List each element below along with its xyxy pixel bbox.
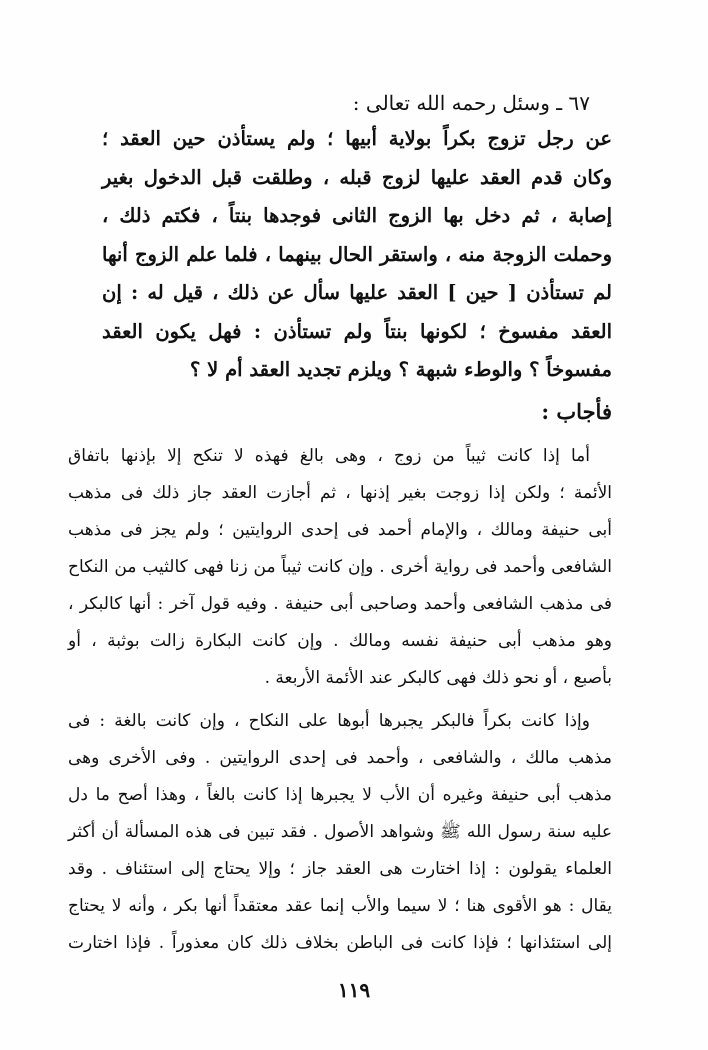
question-line: العقد مفسوخ ؛ لكونها بنتاً ولم تستأذن : فهل يكون العقد bbox=[102, 319, 612, 343]
question-text bbox=[102, 120, 612, 390]
question-line: إصابة ، ثم دخل بها الزوج الثانى فوجدها بنتاً ، فكتم ذلك ، bbox=[102, 204, 612, 227]
answer-line: إلى استئذانها ؛ فإذا كانت فى الباطن بخلاف ذلك كان معذوراً . فإذا اختارت bbox=[68, 933, 612, 953]
answer-line: مذهب مالك ، والشافعى ، وأحمد فى إحدى الروايتين . وفى الأخرى وهى bbox=[68, 748, 612, 768]
answer-line: أبى حنيفة ومالك ، والإمام أحمد فى إحدى الروايتين ؛ ولم يجز فى مذهب bbox=[68, 520, 612, 540]
answer-line: عليه سنة رسول الله ﷺ وشواهد الأصول . فقد تبين فى هذه المسألة أن أكثر bbox=[68, 822, 612, 842]
question-line: مفسوخاً ؟ والوطء شبهة ؟ ويلزم تجديد العقد أم لا ؟ bbox=[190, 358, 612, 381]
answer-line: فى مذهب الشافعى وأحمد وصاحبى أبى حنيفة . وفيه قول آخر : أنها كالبكر ، bbox=[68, 594, 612, 614]
question-line: وكان قدم العقد عليها لزوج قبله ، وطلقت قبل الدخول بغير bbox=[102, 165, 612, 189]
question-line: عن رجل تزوج بكراً بولاية أبيها ؛ ولم يستأذن حين العقد ؛ bbox=[102, 127, 612, 150]
question-line: لم تستأذن [ حين ] العقد عليها سأل عن ذلك ، قيل له : إن bbox=[102, 281, 612, 304]
answer-text bbox=[68, 438, 612, 962]
answer-line: الأئمة ؛ ولكن إذا زوجت بغير إذنها ، ثم أجازت العقد جاز ذلك فى مذهب bbox=[68, 483, 612, 503]
page-number: ١١٩ bbox=[337, 978, 371, 1002]
answer-line: بأصبع ، أو نحو ذلك فهى كالبكر عند الأئمة الأربعة . bbox=[264, 668, 612, 688]
answer-line: العلماء يقولون : إذا اختارت هى العقد جاز ؛ وإلا يحتاج إلى استئناف . وقد bbox=[68, 859, 612, 879]
question-line: وحملت الزوجة منه ، واستقر الحال بينهما ، فلما علم الزوج أنها bbox=[102, 242, 612, 266]
answer-label: فأجاب : bbox=[541, 399, 612, 424]
answer-line: وهو مذهب أبى حنيفة نفسه ومالك . وإن كانت البكارة زالت بوثبة ، أو bbox=[68, 631, 612, 651]
answer-line: وإذا كانت بكراً فالبكر يجبرها أبوها على النكاح ، وإن كانت بالغة : فى bbox=[68, 711, 590, 731]
answer-line: يقال : هو الأقوى هنا ؛ لا سيما والأب إنما عقد معتقداً أنها بكر ، وأنه لا يحتاج bbox=[68, 896, 612, 916]
answer-line: مذهب أبى حنيفة وغيره أن الأب لا يجبرها إذا كانت بالغاً ، وهذا أصح ما دل bbox=[68, 785, 612, 805]
question-header: ٦٧ ـ وسئل رحمه الله تعالى : bbox=[352, 91, 590, 115]
answer-line: أما إذا كانت ثيباً من زوج ، وهى بالغ فهذه لا تنكح إلا بإذنها باتفاق bbox=[68, 446, 590, 466]
answer-line: الشافعى وأحمد فى رواية أخرى . وإن كانت ثيباً من زنا فهى كالثيب من النكاح bbox=[68, 557, 612, 577]
